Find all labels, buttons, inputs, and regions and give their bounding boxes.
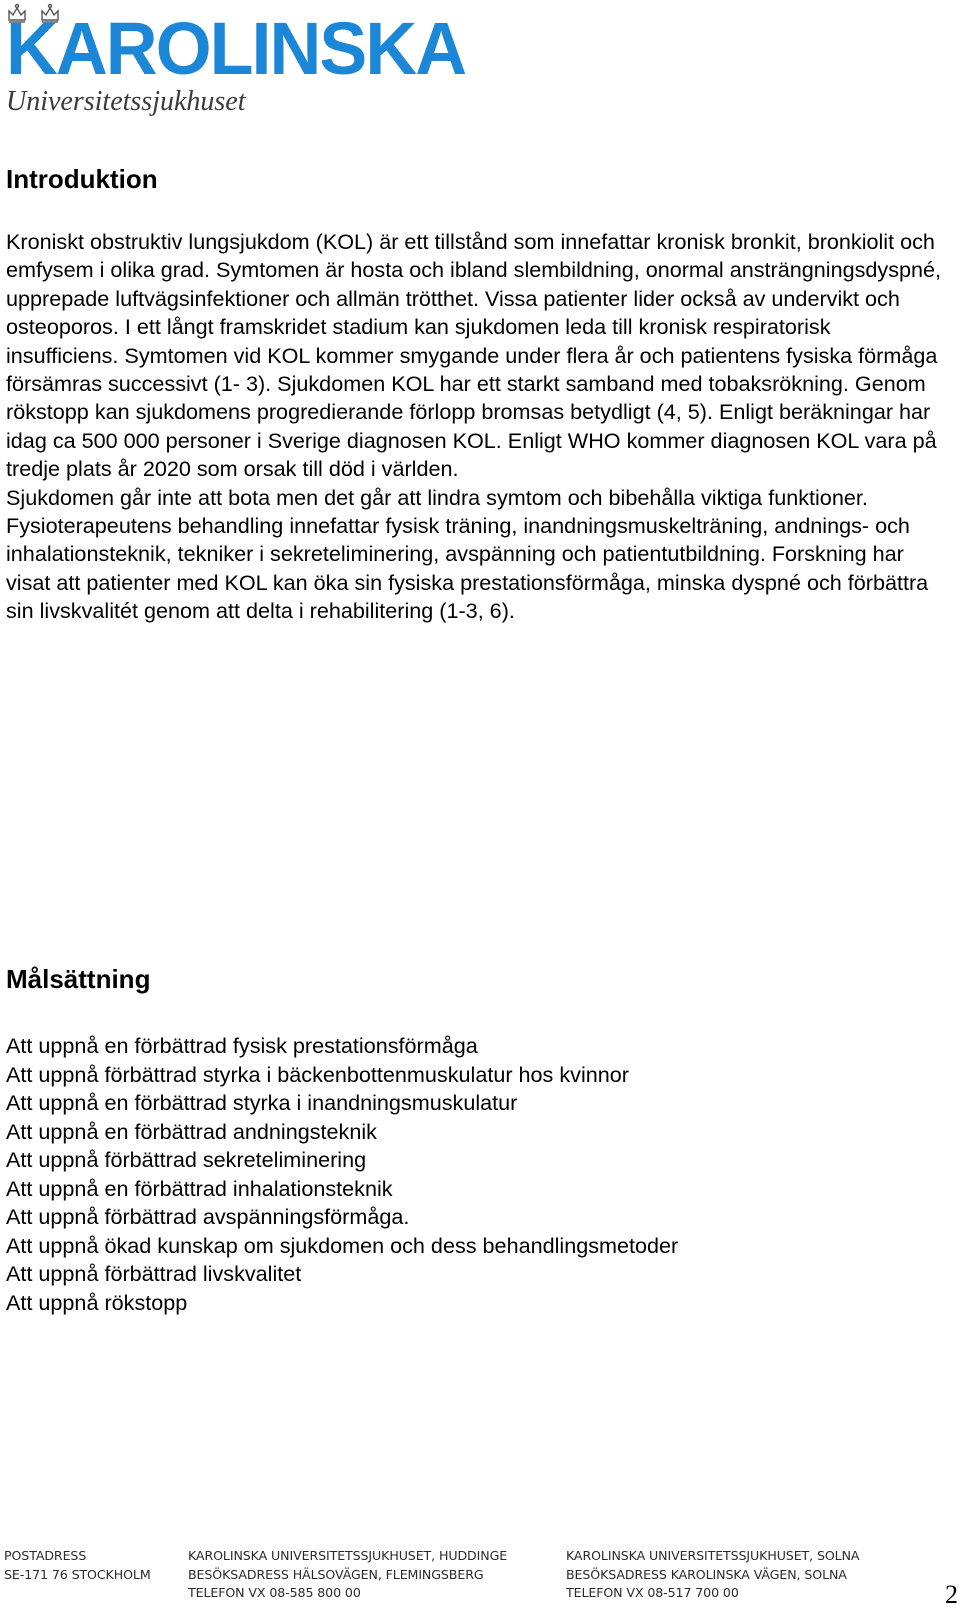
goals-heading: Målsättning (6, 964, 151, 994)
footer-line: SE-171 76 STOCKHOLM (4, 1566, 151, 1582)
goal-item: Att uppnå rökstopp (6, 1289, 188, 1315)
footer-line: TELEFON VX 08-585 800 00 (188, 1585, 361, 1600)
goal-item: Att uppnå en förbättrad andningsteknik (6, 1118, 377, 1144)
footer-line: BESÖKSADRESS HÄLSOVÄGEN, FLEMINGSBERG (188, 1566, 484, 1582)
footer-line: BESÖKSADRESS KAROLINSKA VÄGEN, SOLNA (566, 1566, 847, 1582)
introduction-paragraph: Kroniskt obstruktiv lungsjukdom (KOL) är ett tillstånd som innefattar kronisk bronkit, bronkiolit och emfysem i olika grad. Symtomen är hosta och ibland slembildning, onormal ansträngningsdyspné, upprepade luftvägsinfektioner och allmän trötthet. Vissa patienter lider också av undervikt och osteoporos. I ett långt framskridet stadium kan sjukdomen leda till kronisk respiratorisk insufficiens. Symtomen vid KOL kommer smygande under flera år och patientens fysiska förmåga försämras successivt (1- 3). Sjukdomen KOL har ett starkt samband med tobaksrökning. Genom rökstopp kan sjukdomens progredierande förlopp bromsas betydligt (4, 5). Enligt beräkningar har idag ca 500 000 personer i Sverige diagnosen KOL. Enligt WHO kommer diagnosen KOL vara på tredje plats år 2020 som orsak till död i världen. (6, 229, 942, 482)
goal-item: Att uppnå förbättrad livskvalitet (6, 1261, 302, 1286)
karolinska-logo (6, 2, 526, 120)
goal-item: Att uppnå en förbättrad inhalationsteknik (6, 1175, 393, 1201)
goal-item: Att uppnå förbättrad sekreteliminering (6, 1147, 367, 1172)
introduction-paragraph: Sjukdomen går inte att bota men det går att lindra symtom och bibehålla viktiga funktioner. Fysioterapeutens behandling innefattar fysisk träning, inandningsmuskelträning, andnings- och inhalationsteknik, tekniker i sekreteliminering, avspänning och patientutbildning. Forskning har visat att patienter med KOL kan öka sin fysiska prestationsförmåga, minska dyspné och förbättra sin livskvalitét genom att delta i rehabilitering (1-3, 6). (6, 484, 929, 624)
goals-list (6, 1032, 906, 1317)
footer-huddinge-address (188, 1547, 507, 1603)
footer-line: KAROLINSKA UNIVERSITETSSJUKHUSET, HUDDINGE (188, 1548, 508, 1563)
brand-subtitle: Universitetssjukhuset (6, 86, 246, 117)
brand-name: KAROLINSKA (6, 7, 466, 90)
goal-item: Att uppnå ökad kunskap om sjukdomen och dess behandlingsmetoder (6, 1232, 679, 1258)
goal-item: Att uppnå en förbättrad styrka i inandningsmuskulatur (6, 1090, 518, 1115)
goal-item: Att uppnå förbättrad styrka i bäckenbottenmuskulatur hos kvinnor (6, 1061, 629, 1087)
footer-line: KAROLINSKA UNIVERSITETSSJUKHUSET, SOLNA (566, 1548, 860, 1563)
footer-solna-address (566, 1547, 859, 1603)
goal-item: Att uppnå förbättrad avspänningsförmåga. (6, 1204, 410, 1229)
introduction-heading: Introduktion (6, 164, 158, 194)
goal-item: Att uppnå en förbättrad fysisk prestationsförmåga (6, 1033, 478, 1058)
footer-line: TELEFON VX 08-517 700 00 (566, 1585, 739, 1600)
footer-line: POSTADRESS (4, 1548, 87, 1563)
introduction-body (6, 228, 946, 626)
page-footer (0, 1547, 960, 1611)
page-number: 2 (945, 1580, 958, 1609)
footer-postal-address (4, 1547, 151, 1584)
